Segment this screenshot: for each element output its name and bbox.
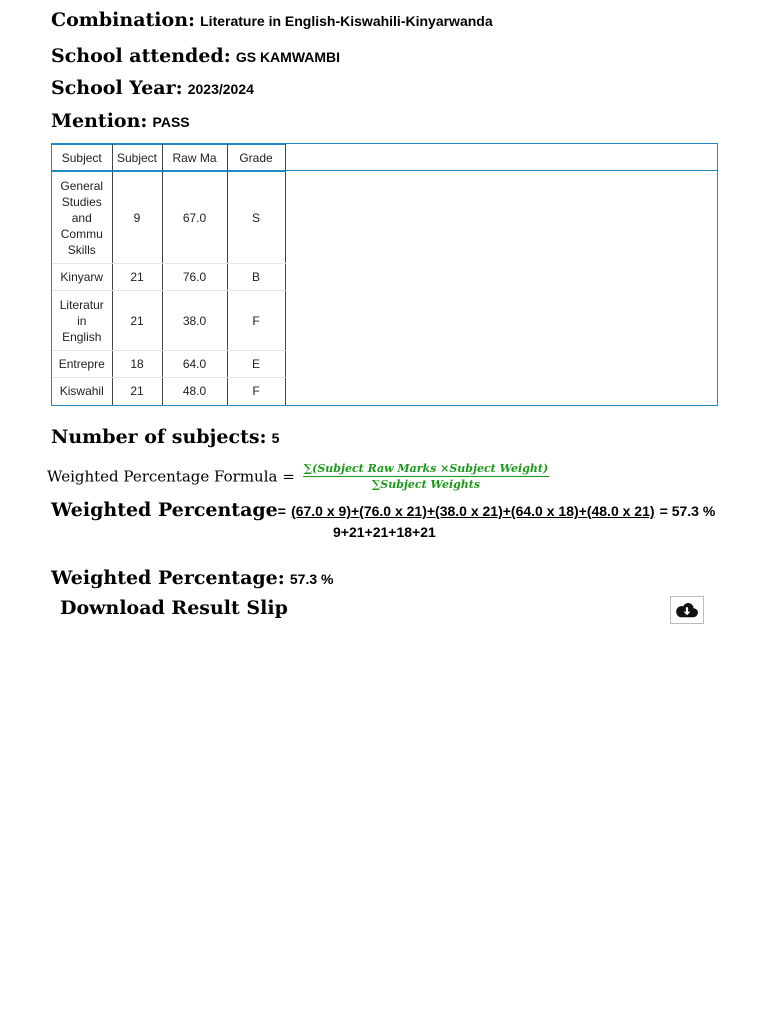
cell-subject-text: Kiswahil bbox=[59, 384, 104, 399]
cell-weight: 21 bbox=[112, 378, 162, 405]
table-row bbox=[52, 351, 285, 378]
weighted-percentage-value: 57.3 % bbox=[289, 571, 334, 587]
cell-subject-text: General Studies and Commu Skills bbox=[60, 178, 104, 257]
header-raw-marks[interactable] bbox=[162, 145, 227, 172]
cell-grade: S bbox=[227, 172, 285, 264]
cell-grade: E bbox=[227, 351, 285, 378]
table-row bbox=[52, 378, 285, 405]
weighted-percentage-line bbox=[51, 567, 333, 589]
calculation-label: Weighted Percentage bbox=[51, 499, 278, 521]
header-subject-weight[interactable]: Subject bbox=[112, 145, 162, 172]
calculation-denominator: 9+21+21+18+21 bbox=[333, 524, 436, 540]
school-value: GS KAMWAMBI bbox=[235, 49, 341, 65]
number-of-subjects-label: Number of subjects: bbox=[51, 426, 267, 448]
formula-label: Weighted Percentage Formula = bbox=[47, 467, 295, 486]
download-button[interactable] bbox=[670, 596, 704, 624]
cell-subject bbox=[52, 351, 112, 378]
number-of-subjects-value: 5 bbox=[271, 430, 280, 446]
school-year-line bbox=[51, 77, 254, 99]
calculation-numerator: (67.0 x 9)+(76.0 x 21)+(38.0 x 21)+(64.0 x 18)+(48.0 x 21) bbox=[291, 503, 655, 519]
combination-label: Combination: bbox=[51, 9, 196, 31]
calculation-result: = 57.3 % bbox=[659, 503, 716, 519]
header-raw-marks-text: Raw Ma bbox=[172, 151, 217, 165]
cell-grade: F bbox=[227, 378, 285, 405]
cell-raw-marks: 48.0 bbox=[162, 378, 227, 405]
mention-value: PASS bbox=[152, 114, 190, 130]
combination-line bbox=[51, 9, 493, 31]
mention-label: Mention: bbox=[51, 110, 148, 132]
cell-raw-marks: 67.0 bbox=[162, 172, 227, 264]
header-subject[interactable]: Subject bbox=[52, 145, 112, 172]
cloud-download-icon bbox=[676, 602, 698, 618]
table-row bbox=[52, 172, 285, 264]
cell-grade: B bbox=[227, 264, 285, 291]
cell-weight: 9 bbox=[112, 172, 162, 264]
table-row bbox=[52, 291, 285, 351]
number-of-subjects-line bbox=[51, 426, 279, 448]
download-result-slip-title: Download Result Slip bbox=[60, 597, 288, 619]
calculation-equals: = bbox=[277, 503, 286, 519]
table-header-row bbox=[52, 145, 285, 172]
school-line bbox=[51, 45, 340, 67]
results-table-container[interactable] bbox=[51, 143, 718, 406]
school-year-value: 2023/2024 bbox=[187, 81, 254, 97]
formula-denominator: ∑Subject Weights bbox=[371, 478, 481, 491]
table-row bbox=[52, 264, 285, 291]
cell-subject-text: Kinyarw bbox=[60, 270, 104, 284]
cell-grade: F bbox=[227, 291, 285, 351]
cell-raw-marks: 76.0 bbox=[162, 264, 227, 291]
cell-weight: 18 bbox=[112, 351, 162, 378]
formula-fraction bbox=[303, 461, 549, 492]
combination-value: Literature in English-Kiswahili-Kinyarwanda bbox=[200, 13, 493, 29]
school-year-label: School Year: bbox=[51, 77, 183, 99]
cell-weight: 21 bbox=[112, 264, 162, 291]
cell-subject bbox=[52, 172, 112, 264]
cell-subject-text: Entrepre bbox=[58, 357, 105, 371]
cell-weight: 21 bbox=[112, 291, 162, 351]
cell-raw-marks: 38.0 bbox=[162, 291, 227, 351]
results-table bbox=[52, 144, 286, 405]
weighted-percentage-formula bbox=[47, 461, 549, 492]
weighted-percentage-label: Weighted Percentage: bbox=[51, 567, 285, 589]
cell-subject bbox=[52, 378, 112, 405]
cell-subject-text: Literatur in English bbox=[59, 297, 104, 344]
cell-subject bbox=[52, 264, 112, 291]
school-label: School attended: bbox=[51, 45, 231, 67]
cell-raw-marks: 64.0 bbox=[162, 351, 227, 378]
header-grade[interactable]: Grade bbox=[227, 145, 285, 172]
cell-subject bbox=[52, 291, 112, 351]
weighted-percentage-calculation bbox=[51, 499, 715, 521]
mention-line bbox=[51, 110, 190, 132]
formula-numerator: ∑(Subject Raw Marks ×Subject Weight) bbox=[303, 462, 549, 475]
